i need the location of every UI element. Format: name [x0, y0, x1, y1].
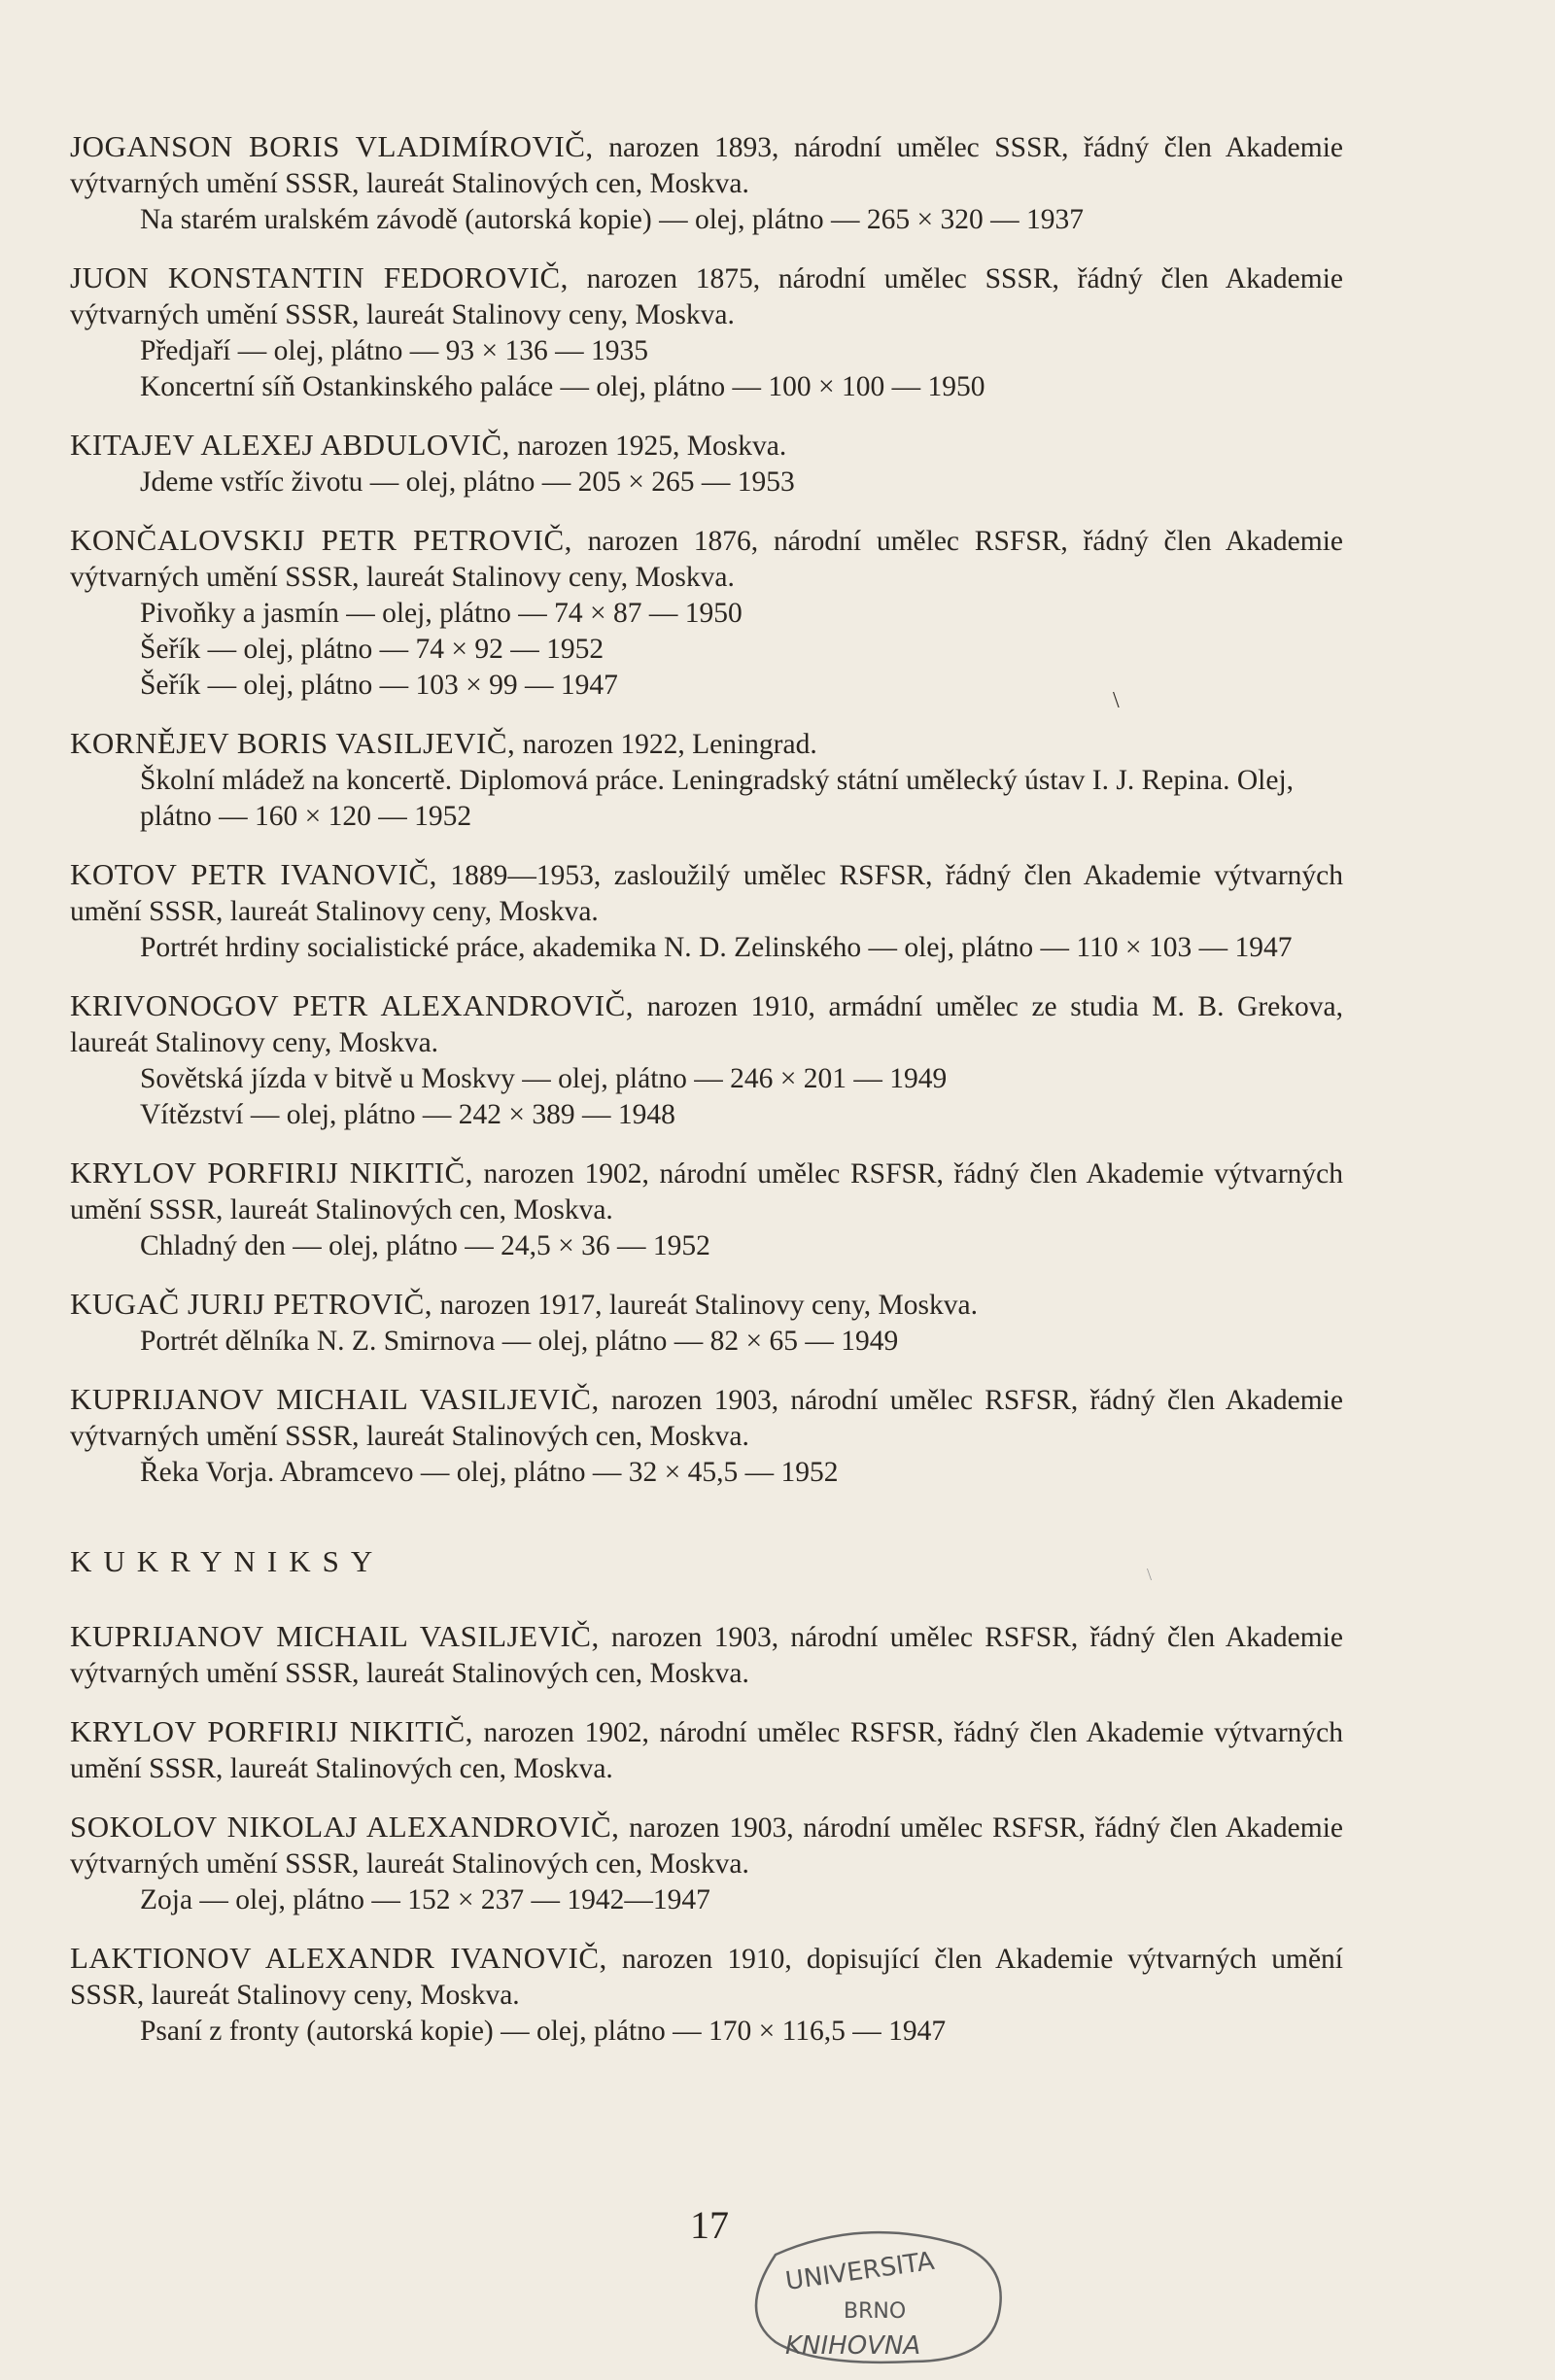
artist-bio: narozen 1902, národní umělec RSFSR, řádný člen Akademie výtvarných umění SSSR, laureát Stalinových cen, Moskva. [70, 1158, 1343, 1225]
artist-bio: narozen 1902, národní umělec RSFSR, řádný člen Akademie výtvarných umění SSSR, laureát Stalinových cen, Moskva. [70, 1717, 1343, 1784]
artwork-line: Řeka Vorja. Abramcevo — olej, plátno — 32 × 45,5 — 1952 [140, 1457, 839, 1488]
artist-name: KRIVONOGOV PETR ALEXANDROVIČ, [70, 988, 635, 1022]
catalog-entry [70, 725, 1343, 835]
artist-name: LAKTIONOV ALEXANDR IVANOVIČ, [70, 1941, 607, 1975]
artwork-line: Pivoňky a jasmín — olej, plátno — 74 × 87 — 1950 [140, 598, 743, 629]
catalog-entry [70, 1940, 1343, 2050]
artwork-line: Jdeme vstříc životu — olej, plátno — 205 × 265 — 1953 [140, 466, 795, 498]
artwork-line: Šeřík — olej, plátno — 103 × 99 — 1947 [140, 670, 618, 701]
catalog-content [70, 128, 1343, 2071]
artwork-line: Školní mládež na koncertě. Diplomová práce. Leningradský státní umělecký ústav I. J. Repina. Olej, plátno — 160 × 120 — 1952 [140, 765, 1295, 832]
catalog-entry [70, 987, 1343, 1133]
artwork-line: Šeřík — olej, plátno — 74 × 92 — 1952 [140, 634, 605, 665]
artwork-line: Na starém uralském závodě (autorská kopie) — olej, plátno — 265 × 320 — 1937 [140, 204, 1085, 235]
catalog-entry [70, 856, 1343, 966]
artist-name: KRYLOV PORFIRIJ NIKITIČ, [70, 1714, 473, 1748]
entry-heading [70, 1713, 1343, 1787]
artist-bio: narozen 1903, národní umělec RSFSR, řádný člen Akademie výtvarných umění SSSR, laureát Stalinových cen, Moskva. [70, 1622, 1343, 1689]
stray-mark: \ [1147, 1565, 1153, 1584]
artist-bio: narozen 1910, dopisující člen Akademie výtvarných umění SSSR, laureát Stalinovy ceny, Moskva. [70, 1944, 1344, 2011]
artist-bio: narozen 1917, laureát Stalinovy ceny, Moskva. [432, 1290, 978, 1321]
entry-heading [70, 1286, 1343, 1324]
artwork-line: Portrét hrdiny socialistické práce, akademika N. D. Zelinského — olej, plátno — 110 × 103 — 1947 [140, 932, 1293, 963]
artist-name: JOGANSON BORIS VLADIMÍROVIČ, [70, 129, 594, 163]
entry-heading [70, 1940, 1343, 2014]
artist-bio: narozen 1876, národní umělec RSFSR, řádný člen Akademie výtvarných umění SSSR, laureát Stalinovy ceny, Moskva. [70, 526, 1343, 593]
catalog-entry [70, 128, 1343, 238]
catalog-entry [70, 259, 1343, 405]
stamp-line-3: KNIHOVNA [785, 2331, 921, 2361]
entry-list [70, 128, 1343, 1491]
library-stamp [717, 2225, 1038, 2371]
artist-bio: 1889—1953, zasloužilý umělec RSFSR, řádný člen Akademie výtvarných umění SSSR, laureát Stalinovy ceny, Moskva. [70, 860, 1344, 927]
artist-name: KUPRIJANOV MICHAIL VASILJEVIČ, [70, 1619, 600, 1653]
entry-heading [70, 522, 1343, 596]
catalog-entry [70, 1155, 1343, 1264]
catalog-entry [70, 1381, 1343, 1491]
catalog-entry [70, 522, 1343, 704]
entry-heading [70, 1381, 1343, 1455]
artist-name: KRYLOV PORFIRIJ NIKITIČ, [70, 1156, 473, 1190]
final-entry-list [70, 1940, 1343, 2050]
entry-heading [70, 1809, 1343, 1882]
group-entry-list [70, 1618, 1343, 1918]
artwork-line: Vítězství — olej, plátno — 242 × 389 — 1948 [140, 1099, 675, 1130]
artist-bio: narozen 1903, národní umělec RSFSR, řádný člen Akademie výtvarných umění SSSR, laureát Stalinových cen, Moskva. [70, 1385, 1343, 1452]
artwork-line: Koncertní síň Ostankinského paláce — olej, plátno — 100 × 100 — 1950 [140, 371, 985, 402]
artist-name: KUGAČ JURIJ PETROVIČ, [70, 1287, 433, 1321]
entry-heading [70, 1618, 1343, 1692]
artist-name: JUON KONSTANTIN FEDOROVIČ, [70, 260, 569, 294]
stamp-line-1: UNIVERSITA [783, 2246, 937, 2297]
group-heading: KUKRYNIKSY [70, 1544, 385, 1578]
entry-heading [70, 856, 1343, 930]
entry-heading [70, 427, 1343, 465]
catalog-entry [70, 1713, 1343, 1787]
artwork-line: Sovětská jízda v bitvě u Moskvy — olej, plátno — 246 × 201 — 1949 [140, 1063, 948, 1094]
catalog-entry [70, 1286, 1343, 1360]
artwork-line: Zoja — olej, plátno — 152 × 237 — 1942—1947 [140, 1884, 710, 1915]
artist-name: KONČALOVSKIJ PETR PETROVIČ, [70, 523, 572, 557]
stray-mark: \ [1113, 688, 1120, 713]
artist-bio: narozen 1925, Moskva. [509, 431, 787, 462]
entry-heading [70, 987, 1343, 1061]
artist-bio: narozen 1903, národní umělec RSFSR, řádný člen Akademie výtvarných umění SSSR, laureát Stalinových cen, Moskva. [70, 1812, 1343, 1880]
stamp-line-2: BRNO [844, 2299, 907, 2324]
page-number: 17 [690, 2203, 729, 2247]
catalog-entry [70, 1618, 1343, 1692]
artwork-line: Chladný den — olej, plátno — 24,5 × 36 — 1952 [140, 1230, 710, 1261]
artist-name: KORNĚJEV BORIS VASILJEVIČ, [70, 726, 516, 760]
catalog-entry [70, 1809, 1343, 1918]
artist-bio: narozen 1875, národní umělec SSSR, řádný člen Akademie výtvarných umění SSSR, laureát Stalinovy ceny, Moskva. [70, 263, 1344, 330]
artwork-line: Předjaří — olej, plátno — 93 × 136 — 1935 [140, 335, 648, 366]
entry-heading [70, 128, 1343, 202]
entry-heading [70, 1155, 1343, 1228]
artwork-line: Portrét dělníka N. Z. Smirnova — olej, plátno — 82 × 65 — 1949 [140, 1326, 899, 1357]
artist-bio: narozen 1893, národní umělec SSSR, řádný člen Akademie výtvarných umění SSSR, laureát Stalinových cen, Moskva. [70, 132, 1343, 199]
artist-bio: narozen 1922, Leningrad. [515, 729, 817, 760]
artist-name: KITAJEV ALEXEJ ABDULOVIČ, [70, 428, 510, 462]
artist-bio: narozen 1910, armádní umělec ze studia M. B. Grekova, laureát Stalinovy ceny, Moskva. [70, 991, 1343, 1058]
catalog-entry [70, 427, 1343, 500]
entry-heading [70, 725, 1343, 763]
artwork-line: Psaní z fronty (autorská kopie) — olej, plátno — 170 × 116,5 — 1947 [140, 2016, 947, 2047]
artist-name: KOTOV PETR IVANOVIČ, [70, 857, 437, 891]
artist-name: KUPRIJANOV MICHAIL VASILJEVIČ, [70, 1382, 600, 1416]
artist-name: SOKOLOV NIKOLAJ ALEXANDROVIČ, [70, 1810, 620, 1844]
entry-heading [70, 259, 1343, 333]
